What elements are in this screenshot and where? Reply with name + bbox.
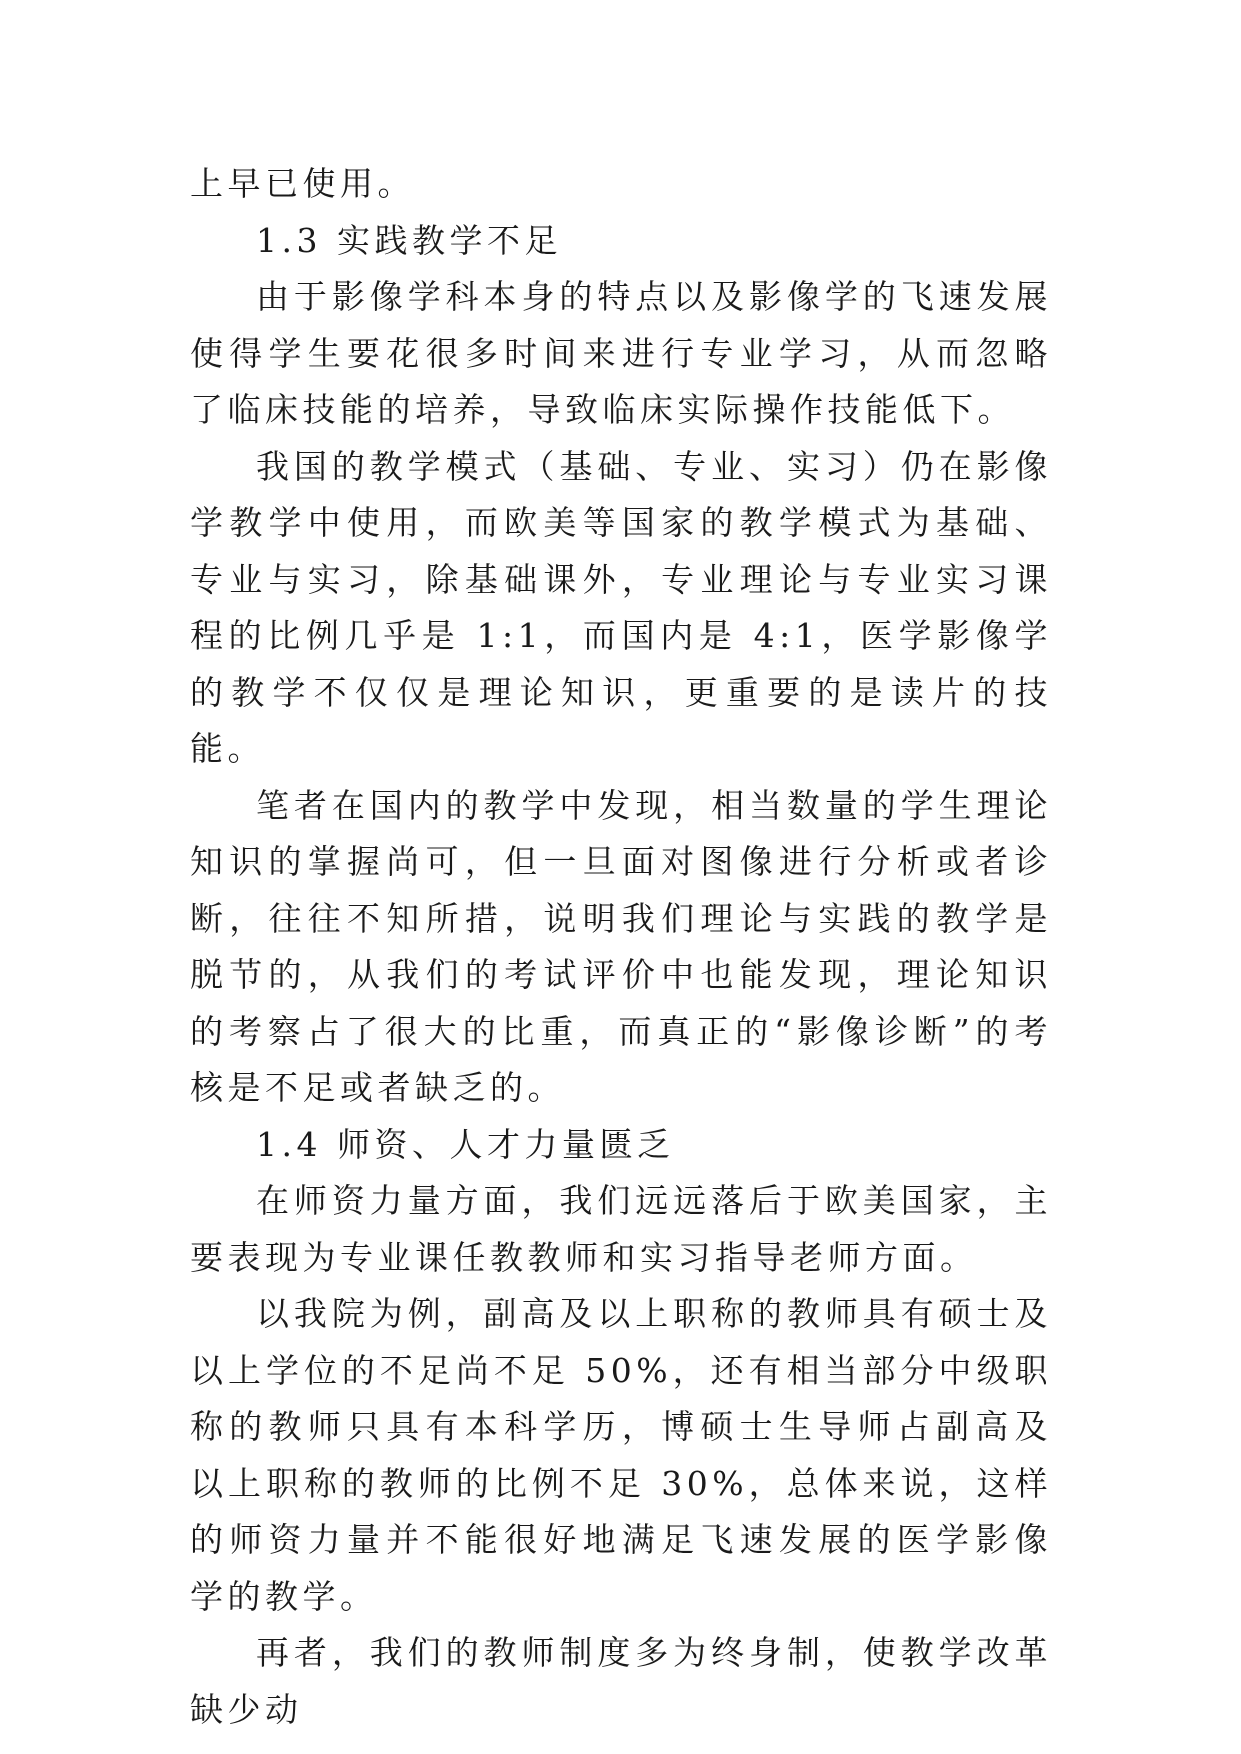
paragraph: 我国的教学模式（基础、专业、实习）仍在影像学教学中使用，而欧美等国家的教学模式为基础、专业与实习，除基础课外，专业理论与专业实习课程的比例几乎是 1:1，而国内是 4:1，医学影像学的教学不仅仅是理论知识，更重要的是读片的技能。 bbox=[190, 446, 1052, 768]
paragraph: 以我院为例，副高及以上职称的教师具有硕士及以上学位的不足尚不足 50%，还有相当部分中级职称的教师只具有本科学历，博硕士生导师占副高及以上职称的教师的比例不足 30%，总体来说，这样的师资力量并不能很好地满足飞速发展的医学影像学的教学。 bbox=[190, 1294, 1052, 1616]
paragraph: 再者，我们的教师制度多为终身制，使教学改革缺少动 bbox=[190, 1633, 1052, 1729]
document-body bbox=[190, 156, 1052, 1738]
paragraph: 由于影像学科本身的特点以及影像学的飞速发展使得学生要花很多时间来进行专业学习，从而忽略了临床技能的培养，导致临床实际操作技能低下。 bbox=[190, 277, 1052, 429]
paragraph: 在师资力量方面，我们远远落后于欧美国家，主要表现为专业课任教教师和实习指导老师方面。 bbox=[190, 1181, 1052, 1277]
section-heading-1-4: 1.4 师资、人才力量匮乏 bbox=[256, 1124, 675, 1164]
section-heading-1-3: 1.3 实践教学不足 bbox=[256, 220, 562, 260]
paragraph-continuation: 上早已使用。 bbox=[190, 164, 415, 203]
paragraph: 笔者在国内的教学中发现，相当数量的学生理论知识的掌握尚可，但一旦面对图像进行分析或者诊断，往往不知所措，说明我们理论与实践的教学是脱节的，从我们的考试评价中也能发现，理论知识的考察占了很大的比重，而真正的“影像诊断”的考核是不足或者缺乏的。 bbox=[190, 785, 1052, 1107]
